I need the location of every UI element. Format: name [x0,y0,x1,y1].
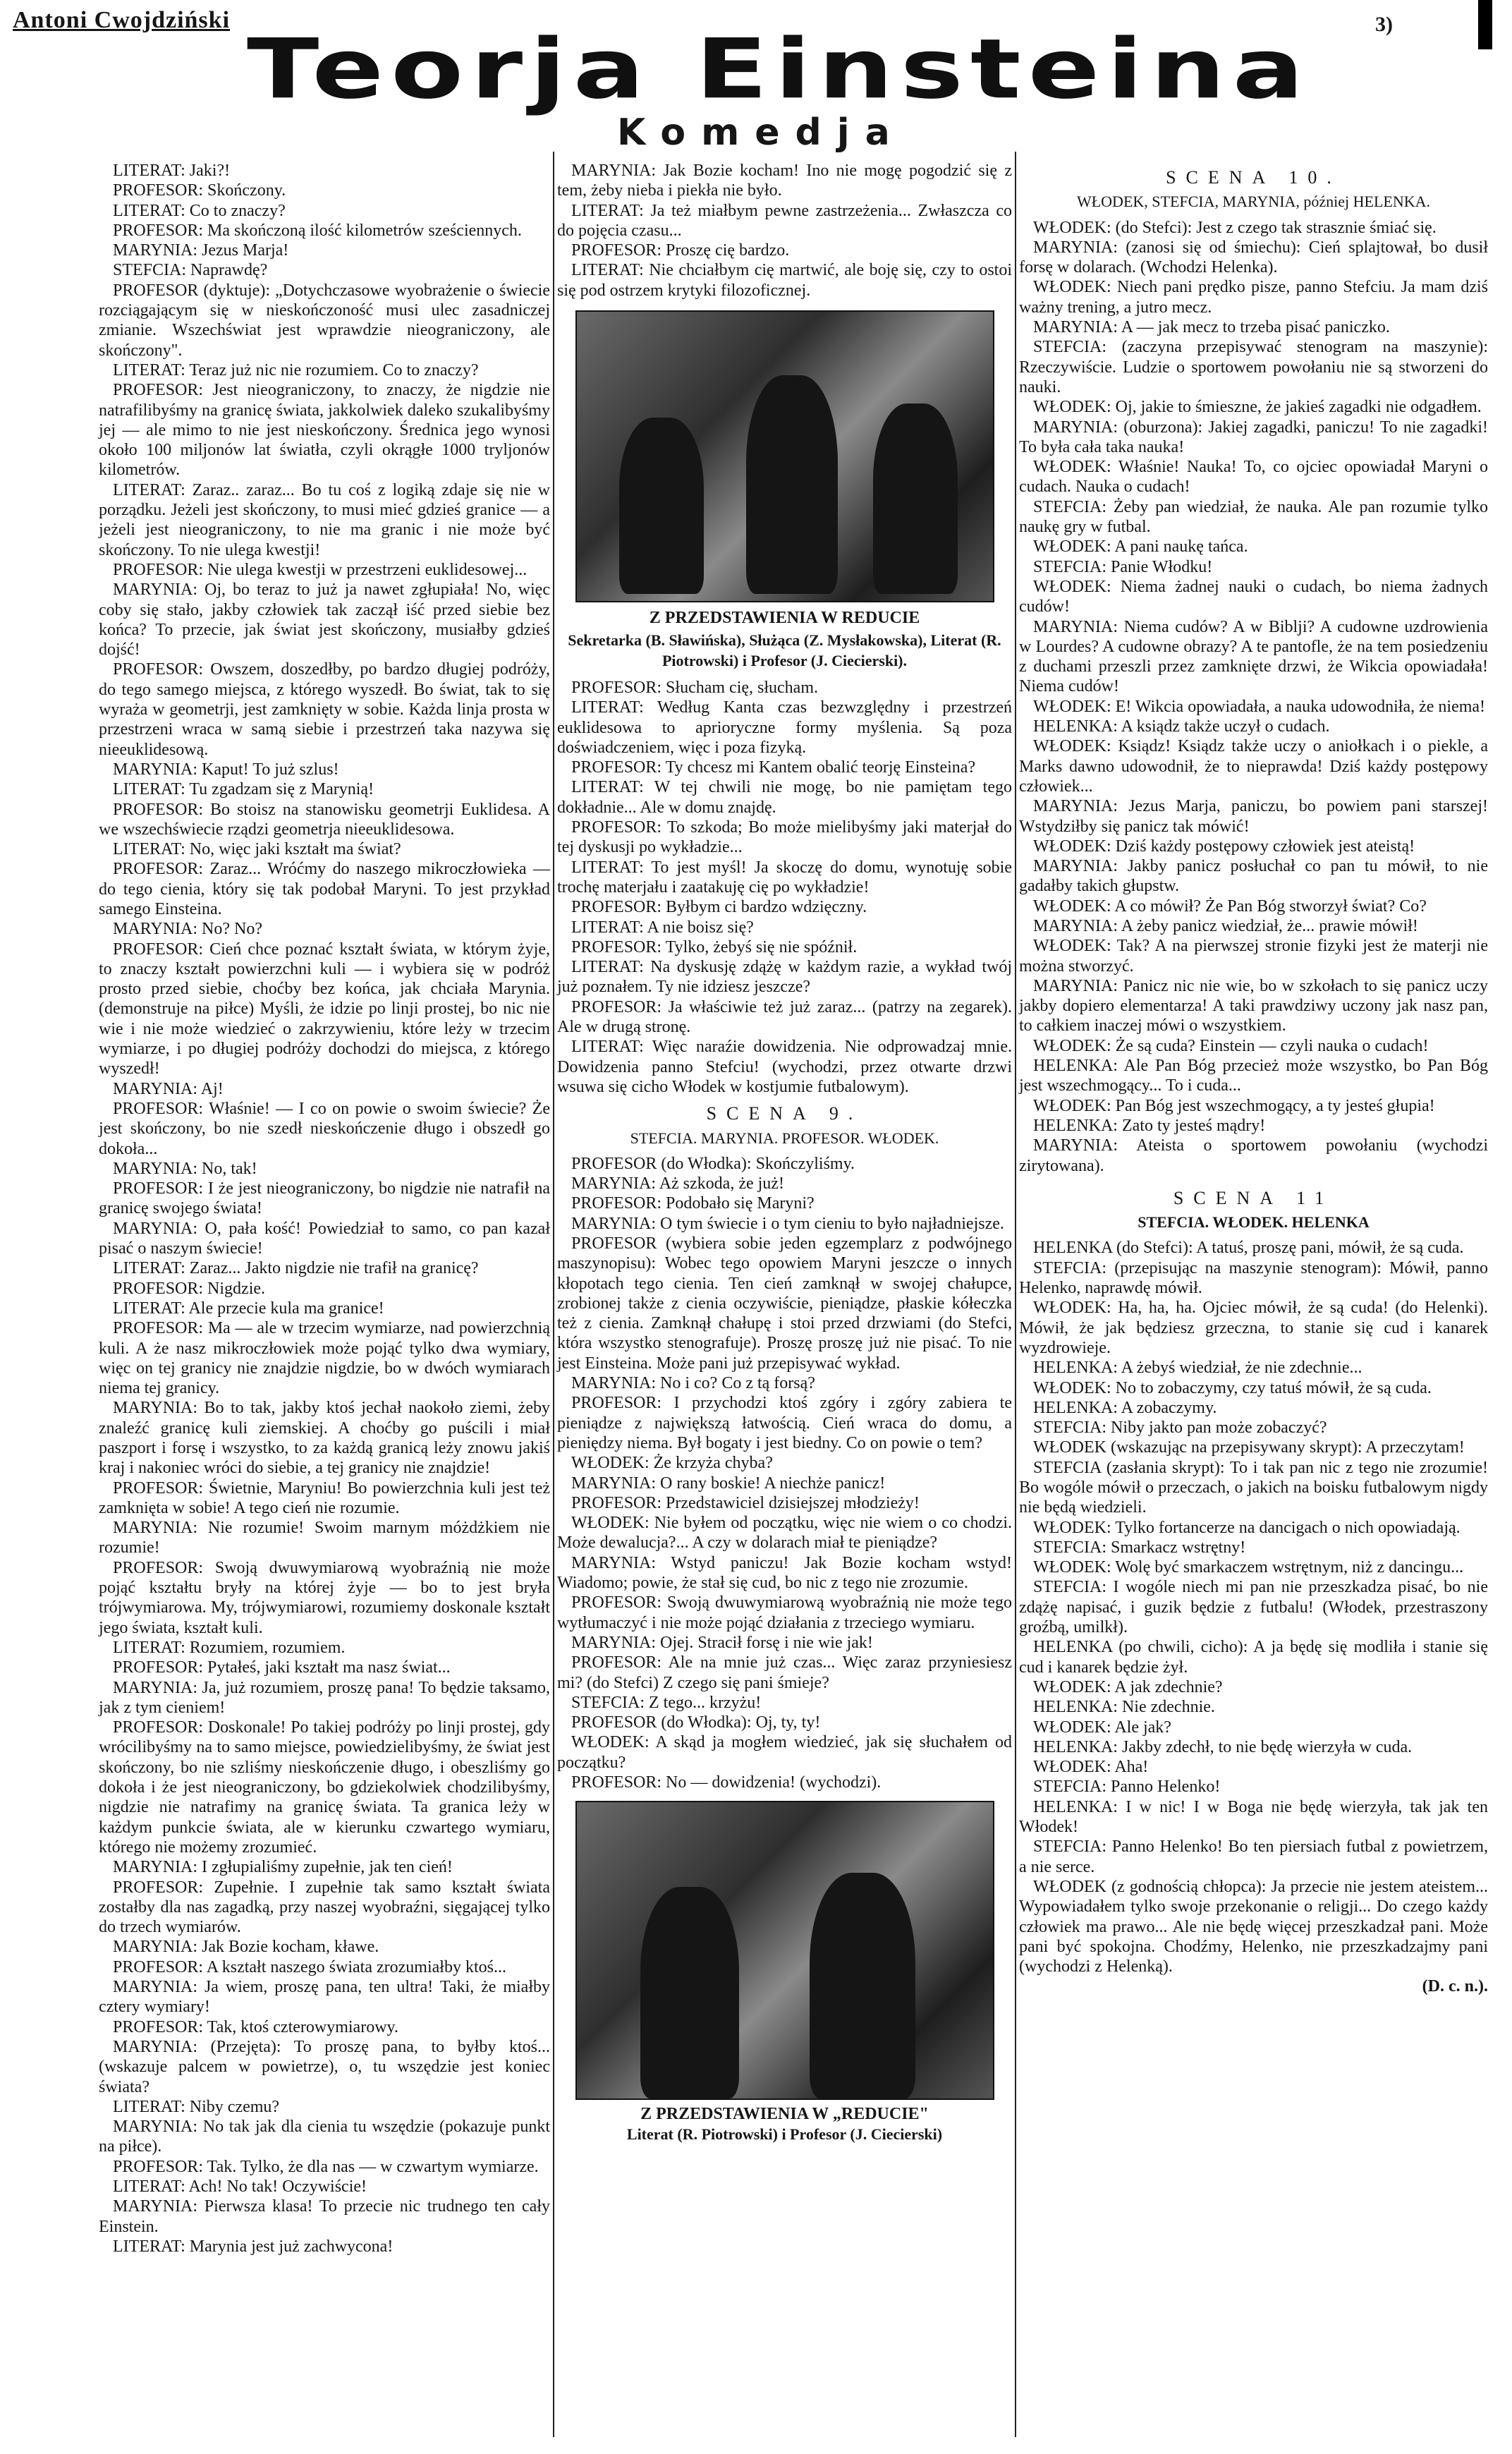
photo-1-caption: Sekretarka (B. Sławińska), Służąca (Z. Mysłakowska), Literat (R. Piotrowski) i Profesor (J. Ciecierski). [568,631,1001,669]
edge-mark [1478,0,1492,49]
dialogue-line: PROFESOR: Podobało się Maryni? [571,1194,815,1213]
dialogue-line: LITERAT: Niby czemu? [113,2097,280,2116]
dialogue-line: MARYNIA: Bo to tak, jakby ktoś jechał naokoło ziemi, żeby znaleźć granicę kuli ziemskiej. A choćby go puścili i miał paszport i forsę i wszystko, to za każdą granicą leży znowu jakiś kraj i nakoniec wróci do siebie, a tej granicy nie znajdzie! [99,1399,550,1478]
dialogue-line: PROFESOR (do Włodka): Skończyliśmy. [571,1154,855,1173]
dialogue-line: WŁODEK: A co mówił? Że Pan Bóg stworzył świat? Co? [1033,897,1427,916]
dialogue-line: STEFCIA: Żeby pan wiedział, że nauka. Ale pan rozumie tylko naukę gry w futbal. [1019,497,1488,537]
dialogue-line: PROFESOR: Nie ulega kwestji w przestrzeni euklidesowej... [113,560,528,579]
page-number: 3) [1375,13,1393,36]
dialogue-line: LITERAT: Co to znaczy? [113,201,286,220]
dialogue-line: LITERAT: Teraz już nic nie rozumiem. Co to znaczy? [113,360,479,379]
dialogue-line: LITERAT: Na dyskusję zdążę w każdym razie, a wykład twój już poznałem. Ty nie idziesz jeszcze? [557,958,1012,997]
adjacent-page-edge [1494,56,1512,2441]
scene-11-dialogue [1019,1238,1488,1976]
dialogue-line: WŁODEK: A pani naukę tańca. [1033,537,1248,557]
dialogue-line: PROFESOR: Zaraz... Wróćmy do naszego mikroczłowieka — do tego cienia, który się tak podobał Maryni. To jest przykład samego Einsteina. [99,860,550,918]
dialogue-line: PROFESOR: A kształt naszego świata zrozumiałby ktoś... [113,1957,506,1976]
dialogue-line: PROFESOR (dyktuje): „Dotychczasowe wyobrażenie o świecie rozciągającym się w nieskończoność musi ulec zasadniczej zmianie. Wszechświat jest wprawdzie nieograniczony, ale skończony". [99,281,550,360]
dialogue-line: WŁODEK: Ha, ha, ha. Ojciec mówił, że są cuda! (do Helenki). Mówił, że jak będziesz grzeczna, to stanie się cud i kanarek wyzdrowieje. [1019,1299,1488,1357]
dialogue-line: LITERAT: Więc naraźie dowidzenia. Nie odprowadzaj mnie. Dowidzenia panno Stefciu! (wychodzi, przez otwarte drzwi wsuwa się cicho Włodek w kostjumie futbalowym). [557,1038,1012,1096]
dialogue-line: PROFESOR: Cień chce poznać kształt świata, w którym żyje, to znaczy kształt powierzchni kuli — i wybiera się w podróż prosto przed siebie, choćby bez końca, jak chciała Marynia. (demonstruje na piłce) Myśli, że idzie po linji prostej, bo nic nie wie i nie może wiedzieć o zakrzywieniu, które leży w trzecim wymiarze, i po długiej podróży dochodzi do miejsca, z którego wyszedł! [99,940,550,1079]
dialogue-line: MARYNIA: Jezus Marja! [113,241,289,260]
dialogue-line: PROFESOR: Nigdzie. [113,1279,266,1298]
dialogue-line: MARYNIA: A żeby panicz wiedział, że... prawie mówił! [1033,916,1418,935]
dialogue-line: LITERAT: Nie chciałbym cię martwić, ale boję się, czy to ostoi się pod ostrzem krytyki filozoficznej. [557,261,1012,300]
dialogue-line: LITERAT: To jest myśl! Ja skoczę do domu, wynotuję sobie trochę materjału i zaatakuję cię po wykładzie! [557,858,1012,897]
dialogue-line: MARYNIA: I zgłupialiśmy zupełnie, jak ten cień! [113,1858,453,1877]
dialogue-line: PROFESOR: Ma — ale w trzecim wymiarze, nad powierzchnią kuli. A że nasz mikroczłowiek może pojąć tylko dwa wymiary, więc on tej granicy nie znajdzie nigdzie, bo w dwóch wymiarach niema tej granicy. [99,1319,550,1398]
column-1 [99,161,550,2256]
dialogue-line: PROFESOR: Zupełnie. I zupełnie tak samo kształt świata zostałby dla nas zagadką, przy naszej wyobraźni, sięgającej tylko do trzech wymiarów. [99,1878,550,1937]
dialogue-line: WŁODEK: No to zobaczymy, czy tatuś mówił, że są cuda. [1033,1378,1432,1397]
dialogue-line: MARYNIA: Nie rozumie! Swoim marnym móżdżkiem nie rozumie! [99,1519,550,1557]
column-2-bottom [557,1154,1012,1793]
dialogue-line: MARYNIA: Jakby panicz posłuchał co pan tu mówił, to nie gadałby takich głupstw. [1019,857,1488,896]
dialogue-line: MARYNIA: Ateista o sportowem powołaniu (wychodzi zirytowana). [1019,1136,1488,1175]
dialogue-line: MARYNIA: Jak Bozie kocham! Ino nie mogę pogodzić się z tem, żeby nieba i piekła nie było. [557,162,1012,200]
dialogue-line: LITERAT: Marynia jest już zachwycona! [113,2237,394,2256]
dialogue-line: HELENKA (do Stefci): A tatuś, proszę pani, mówił, że są cuda. [1033,1239,1464,1258]
dialogue-line: PROFESOR: Tak, ktoś czterowymiarowy. [113,2017,398,2036]
dialogue-line: PROFESOR: Właśnie! — I co on powie o swoim świecie? Że jest skończony, bo nie szedł nieskończenie długo i obszedł go dokoła... [99,1099,550,1158]
dialogue-line: WŁODEK (wskazując na przepisywany skrypt): A przeczytam! [1033,1438,1465,1457]
dialogue-line: MARYNIA: Pierwsza klasa! To przecie nic trudnego ten cały Einstein. [99,2197,550,2236]
dialogue-line: PROFESOR: Swoją dwuwymiarową wyobraźnią nie może tego wytłumaczyć i nie może pojąć działania z trzeciego wymiaru. [557,1593,1012,1632]
dialogue-line: PROFESOR: Ja właściwie też już zaraz... (patrzy na zegarek). Ale w drugą stronę. [557,997,1012,1037]
dialogue-line: HELENKA: Jakby zdechł, to nie będę wierzyła w cuda. [1033,1737,1413,1756]
figure-silhouette [746,375,838,594]
dialogue-line: LITERAT: Zaraz.. zaraz... Bo tu coś z logiką zdaje się nie w porządku. Jeżeli jest skończony, to musi mieć gdzieś granice — a jeżeli jest nieograniczony, to nie ma granic i nie może być skończony. To nie ulega kwestji! [99,480,550,559]
dialogue-line: WŁODEK: E! Wikcia opowiadała, a nauka udowodniła, że niema! [1033,697,1486,716]
dialogue-line: PROFESOR: Ma skończoną ilość kilometrów sześciennych. [113,221,522,240]
dialogue-line: PROFESOR: Świetnie, Maryniu! Bo powierzchnia kuli jest też zamknięta w sobie! A tego cień nie rozumie. [99,1478,550,1517]
dialogue-line: MARYNIA: (zanosi się od śmiechu): Cień splajtował, bo dusił forsę w dolarach. (Wchodzi Helenka). [1019,238,1488,277]
dialogue-line: WŁODEK: Pan Bóg jest wszechmogący, a ty jesteś głupia! [1033,1096,1435,1115]
scene-9-heading: SCENA 9. [706,1103,863,1124]
dialogue-line: LITERAT: Rozumiem, rozumiem. [113,1638,346,1657]
dialogue-line: STEFCIA: Panno Helenko! Bo ten piersiach futbal z powietrzem, a nie serce. [1019,1838,1488,1876]
dialogue-line: LITERAT: Ale przecie kula ma granice! [113,1299,384,1318]
dialogue-line: STEFCIA: Naprawdę? [113,261,268,280]
dialogue-line: HELENKA: Zato ty jesteś mądry! [1033,1116,1266,1135]
dialogue-line: PROFESOR: Doskonale! Po takiej podróży po linji prostej, gdy wrócilibyśmy na to samo miejsce, powiedzielibyśmy, że świat jest skończony, bo nie szliśmy nieskończenie długo, i obeszliśmy go dokoła i że jest nieograniczony, bo gdziekolwiek chodzilibyśmy, nigdzie nie natrafimy na granicę świata. Ta granica leży w każdym punkcie świata, ale w kierunku czwartego wymiaru, którego nie możemy zrozumieć. [99,1718,550,1857]
dialogue-line: MARYNIA: (Przejęta): To proszę pana, to byłby ktoś... (wskazuje palcem w powietrze), o, tu wszędzie jest koniec świata? [99,2037,550,2096]
dialogue-line: LITERAT: No, więc jaki kształt ma świat? [113,840,401,859]
dialogue-line: WŁODEK: Ksiądz! Ksiądz także uczy o aniołkach i o piekle, a Marks dawno udowodnił, że to nieprawda! Dziś każdy postępowy człowiek... [1019,737,1488,796]
dialogue-line: PROFESOR (wybiera sobie jeden egzemplarz z podwójnego maszynopisu): Wobec tego opowiem Maryni jeszcze o innych kłopotach tego cienia. Ten cień zamknął w swojej chałupce, zrobionej także z cienia oczywiście, pieniądze, płaskie kółeczka też z cienia. Zamknął chałupę i stoi przed drzwiami (do Stefci, która wszystko stenografuje). Proszę proszę już nie pisać. To nie jest Einsteina. Może pani już przepisywać wykład. [557,1234,1012,1373]
dialogue-line: MARYNIA: No, tak! [113,1159,257,1178]
column-3 [1019,161,1488,1997]
figure-silhouette [873,403,958,594]
dialogue-line: MARYNIA: No i co? Co z tą forsą? [571,1374,815,1393]
continued-mark: (D. c. n.). [1422,1977,1488,1996]
dialogue-line: MARYNIA: Ojej. Stracił forsę i nie wie jak! [571,1633,873,1652]
dialogue-line: PROFESOR: Słucham cię, słucham. [571,678,818,697]
dialogue-line: MARYNIA: O rany boskie! A niechże panicz! [571,1474,886,1493]
dialogue-line: PROFESOR: Bo stoisz na stanowisku geometrji Euklidesa. A we wszechświecie rządzi geometrja nieeuklidesowa. [99,800,550,839]
photo-1-caption-title: Z PRZEDSTAWIENIA W REDUCIE [649,609,920,628]
photo-2-caption-title: Z PRZEDSTAWIENIA W „REDUCIE" [640,2105,929,2124]
column-2 [557,161,1012,2144]
dialogue-line: STEFCIA (zasłania skrypt): To i tak pan nic z tego nie zrozumie! Bo wogóle mówił o przeczach, o jakich na boisku futbalowym nigdy nie będą wiedzieli. [1019,1458,1488,1517]
dialogue-line: LITERAT: Według Kanta czas bezwzględny i przestrzeń euklidesowa to aprioryczne formy myślenia. Są poza doświadczeniem, więc i poza fizyką. [557,698,1012,757]
dialogue-line: PROFESOR: Byłbym ci bardzo wdzięczny. [571,898,867,917]
dialogue-line: MARYNIA: Panicz nic nie wie, bo w szkołach to się panicz uczy jakby dopiero elementarza! A taki prawdziwy uczony jak nasz pan, to całkiem inaczej mówi o wszystkiem. [1019,976,1488,1035]
dialogue-line: MARYNIA: No tak jak dla cienia tu wszędzie (pokazuje punkt na piłce). [99,2118,550,2156]
dialogue-line: HELENKA: I w nic! I w Boga nie będę wierzyła, tak jak ten Włodek! [1019,1797,1488,1837]
stage-photo-2 [575,1801,994,2100]
dialogue-line: STEFCIA: Smarkacz wstrętny! [1033,1538,1246,1557]
dialogue-line: MARYNIA: Ja wiem, proszę pana, ten ultra! Taki, że miałby cztery wymiary! [99,1978,550,2017]
dialogue-line: HELENKA: A żebyś wiedział, że nie zdechnie... [1033,1359,1362,1378]
dialogue-line: LITERAT: Ach! No tak! Oczywiście! [113,2177,367,2196]
scene-9-cast: STEFCIA. MARYNIA. PROFESOR. WŁODEK. [630,1129,939,1147]
dialogue-line: WŁODEK: Tylko fortancerze na dancigach o nich opowiadają. [1033,1518,1461,1537]
dialogue-line: MARYNIA: Wstyd paniczu! Jak Bozie kocham wstyd! Wiadomo; powie, że stał się cud, bo nic z tego nie zrozumie. [557,1553,1012,1593]
column-2-top [557,161,1012,300]
dialogue-line: HELENKA (po chwili, cicho): A ja będę się modliła i stanie się cud i kanarek będzie żył. [1019,1638,1488,1677]
dialogue-line: PROFESOR: I że jest nieograniczony, bo nigdzie nie natrafił na granicę swojego świata! [99,1179,550,1218]
dialogue-line: WŁODEK: (do Stefci): Jest z czego tak strasznie śmiać się. [1033,218,1437,237]
dialogue-line: MARYNIA: Aż szkoda, że już! [571,1174,784,1193]
dialogue-line: MARYNIA: Ja, już rozumiem, proszę pana! To będzie taksamo, jak z tym cieniem! [99,1678,550,1717]
dialogue-line: WŁODEK: Ale jak? [1033,1718,1171,1737]
dialogue-line: HELENKA: Ale Pan Bóg przecież może wszystko, bo Pan Bóg jest wszechmogący... To i cuda... [1019,1057,1488,1095]
scene-10-dialogue [1019,218,1488,1176]
dialogue-line: MARYNIA: O, pała kość! Powiedział to samo, co pan kazał pisać o naszym świecie! [99,1219,550,1258]
dialogue-line: LITERAT: A nie boisz się? [571,918,754,937]
dialogue-line: MARYNIA: Jezus Marja, paniczu, bo powiem pani starszej! Wstydziłby się panicz tak mówić! [1019,797,1488,836]
dialogue-line: PROFESOR: Przedstawiciel dzisiejszej młodzieży! [571,1493,920,1512]
dialogue-line: WŁODEK: Aha! [1033,1758,1149,1777]
figure-silhouette [640,1887,739,2098]
dialogue-line: PROFESOR: No — dowidzenia! (wychodzi). [571,1773,882,1792]
dialogue-line: WŁODEK: Oj, jakie to śmieszne, że jakieś zagadki nie odgadłem. [1033,398,1482,417]
dialogue-line: LITERAT: Ja też miałbym pewne zastrzeżenia... Zwłaszcza co do pojęcia czasu... [557,201,1012,240]
dialogue-line: PROFESOR: Pytałeś, jaki kształt ma nasz świat... [113,1658,451,1677]
column-rule [1015,152,1016,2437]
scene-11-cast: STEFCIA. WŁODEK. HELENKA [1138,1213,1370,1232]
dialogue-line: PROFESOR: I przychodzi ktoś zgóry i zgóry zabiera te pieniądze z największą łatwością. Cień wraca do domu, a pieniędzy niema. Był bogaty i jest biedny. Co on powie o tem? [557,1394,1012,1452]
dialogue-line: WŁODEK: Wolę być smarkaczem wstrętnym, niż z dancingu... [1033,1558,1464,1577]
author-name: Antoni Cwojdziński [13,7,231,33]
dialogue-line: STEFCIA: Z tego... krzyżu! [571,1693,762,1712]
stage-photo-1 [575,310,994,602]
scene-11-heading: SCENA 11 [1173,1187,1334,1208]
dialogue-line: WŁODEK: Właśnie! Nauka! To, co ojciec opowiadał Maryni o cudach. Nauka o cudach! [1019,458,1488,497]
dialogue-line: PROFESOR: Jest nieograniczony, to znaczy, że nigdzie nie natrafilibyśmy na granicę świata, jakkolwiek daleko szukalibyśmy jej — ale mimo to nie jest nieskończony. Średnica jego wynosi około 100 miljonów lat światła, czyli okrągłe 1000 tryljonów kilometrów. [99,381,550,480]
dialogue-line: STEFCIA: (zaczyna przepisywać stenogram na maszynie): Rzeczywiście. Ludzie o sportowem powołaniu nie są stworzeni do nauki. [1019,338,1488,396]
dialogue-line: MARYNIA: Oj, bo teraz to już ja nawet zgłupiała! No, więc coby się stało, jakby człowiek tak zaczął iść przed siebie bez końca? To przecie, jak świat jest skończony, musiałby gdzieś dojść! [99,581,550,660]
dialogue-line: STEFCIA: (przepisując na maszynie stenogram): Mówił, panno Helenko, naprawdę mówił. [1019,1258,1488,1298]
dialogue-line: MARYNIA: No? No? [113,920,262,939]
dialogue-line: WŁODEK: Tak? A na pierwszej stronie fizyki jest że materji nie można stworzyć. [1019,937,1488,976]
dialogue-line: PROFESOR: Ty chcesz mi Kantem obalić teorję Einsteina? [571,758,976,777]
photo-2-caption: Literat (R. Piotrowski) i Profesor (J. Ciecierski) [626,2125,943,2143]
column-2-middle [557,678,1012,1097]
dialogue-line: WŁODEK: A skąd ja mogłem wiedzieć, jak się słuchałem od początku? [557,1733,1012,1772]
dialogue-line: PROFESOR: To szkoda; Bo może mielibyśmy jaki materjał do tej dyskusji po wykładzie... [557,818,1012,857]
dialogue-line: PROFESOR: Swoją dwuwymiarową wyobraźnią nie może pojąć kształtu bryły na której żyje — bo to jest bryła trójwymiarowa. My, trójwymiarowi, rozumiemy doskonale kształt jego świata, kształt kuli. [99,1558,550,1637]
play-title: Teorja Einsteina [247,21,1311,118]
dialogue-line: MARYNIA: Jak Bozie kocham, kławe. [113,1938,379,1957]
dialogue-line: STEFCIA: Panie Włodku! [1033,557,1213,576]
dialogue-line: PROFESOR: Tylko, żebyś się nie spóźnił. [571,937,858,956]
dialogue-line: WŁODEK: Niema żadnej nauki o cudach, bo niema żadnych cudów! [1019,577,1488,616]
dialogue-line: LITERAT: Tu zgadzam się z Marynią! [113,780,374,799]
play-subtitle: Komedja [617,111,906,154]
figure-silhouette [810,1873,915,2098]
dialogue-line: PROFESOR: Owszem, doszedłby, po bardzo długiej podróży, do tego samego miejsca, z którego wyszedł. Bo świat, tak to się wyraża w geometrji, jest zamknięty w sobie. Każda linja prosta w przestrzeni wraca w samą siebie i przestrzeń taka nazywa się nieeuklidesową. [99,660,550,759]
dialogue-line: WŁODEK: A jak zdechnie? [1033,1677,1223,1696]
dialogue-line: WŁODEK: Niech pani prędko pisze, panno Stefciu. Ja mam dziś ważny trening, a jutro mecz. [1019,278,1488,317]
scene-10-cast: WŁODEK, STEFCIA, MARYNIA, później HELENKA. [1076,193,1431,211]
dialogue-line: MARYNIA: Aj! [113,1079,224,1098]
dialogue-line: STEFCIA: Panno Helenko! [1033,1778,1221,1797]
dialogue-line: MARYNIA: (oburzona): Jakiej zagadki, paniczu! To nie zagadki! To była cała taka nauka! [1019,418,1488,456]
dialogue-line: WŁODEK (z godnością chłopca): Ja przecie nie jestem ateistem... Wypowiadałem tylko swoje przekonanie o religji... Do czego każdy człowiek ma prawo... Ale nie będę więcej przeszkadzał pani. Może pani być spokojna. Chodźmy, Helenko, nie przeszkadzajmy pani (wychodzi z Helenką). [1019,1877,1488,1976]
dialogue-line: WŁODEK: Że są cuda? Einstein — czyli nauka o cudach! [1033,1036,1429,1055]
dialogue-line: STEFCIA: I wogóle niech mi pan nie przeszkadza pisać, bo nie zdążę napisać, i guzik będzie z futbalu! (Włodek, przestraszony groźbą, umilkł). [1019,1578,1488,1637]
dialogue-line: WŁODEK: Nie byłem od początku, więc nie wiem o co chodzi. Może dewalucja?... A czy w dolarach miał te pieniądze? [557,1514,1012,1553]
dialogue-line: WŁODEK: Dziś każdy postępowy człowiek jest ateistą! [1033,837,1415,856]
dialogue-line: LITERAT: W tej chwili nie mogę, bo nie pamiętam tego dokładnie... Ale w domu znajdę. [557,778,1012,817]
dialogue-line: WŁODEK: Że krzyża chyba? [571,1454,773,1473]
dialogue-line: LITERAT: Jaki?! [113,162,231,180]
figure-silhouette [619,418,704,594]
dialogue-line: MARYNIA: A — jak mecz to trzeba pisać paniczko. [1033,318,1390,337]
dialogue-line: HELENKA: A ksiądz także uczył o cudach. [1033,717,1330,736]
dialogue-line: LITERAT: Zaraz... Jakto nigdzie nie trafił na granicę? [113,1259,479,1278]
dialogue-line: MARYNIA: O tym świecie i o tym cieniu to było najładniejsze. [571,1214,1004,1233]
dialogue-line: PROFESOR: Skończony. [113,181,286,200]
dialogue-line: MARYNIA: Niema cudów? A w Biblji? A cudowne uzdrowienia w Lourdes? A cudowne obrazy? A te pantofle, że na tem posiedzeniu z duchami przeszli przez zamknięte drzwi, że Wikcia opowiadała! Niema cudów! [1019,617,1488,696]
dialogue-line: HELENKA: Nie zdechnie. [1033,1698,1215,1717]
scene-10-heading: SCENA 10. [1166,167,1341,188]
dialogue-line: PROFESOR: Tak. Tylko, że dla nas — w czwartym wymiarze. [113,2157,539,2176]
dialogue-line: HELENKA: A zobaczymy. [1033,1398,1217,1417]
dialogue-line: STEFCIA: Niby jakto pan może zobaczyć? [1033,1419,1327,1438]
dialogue-line: PROFESOR (do Włodka): Oj, ty, ty! [571,1713,821,1732]
dialogue-line: PROFESOR: Proszę cię bardzo. [571,241,790,260]
column-rule [553,152,554,2437]
dialogue-line: MARYNIA: Kaput! To już szlus! [113,760,339,779]
dialogue-line: PROFESOR: Ale na mnie już czas... Więc zaraz przyniesiesz mi? (do Stefci) Z czego się pani śmieje? [557,1653,1012,1692]
